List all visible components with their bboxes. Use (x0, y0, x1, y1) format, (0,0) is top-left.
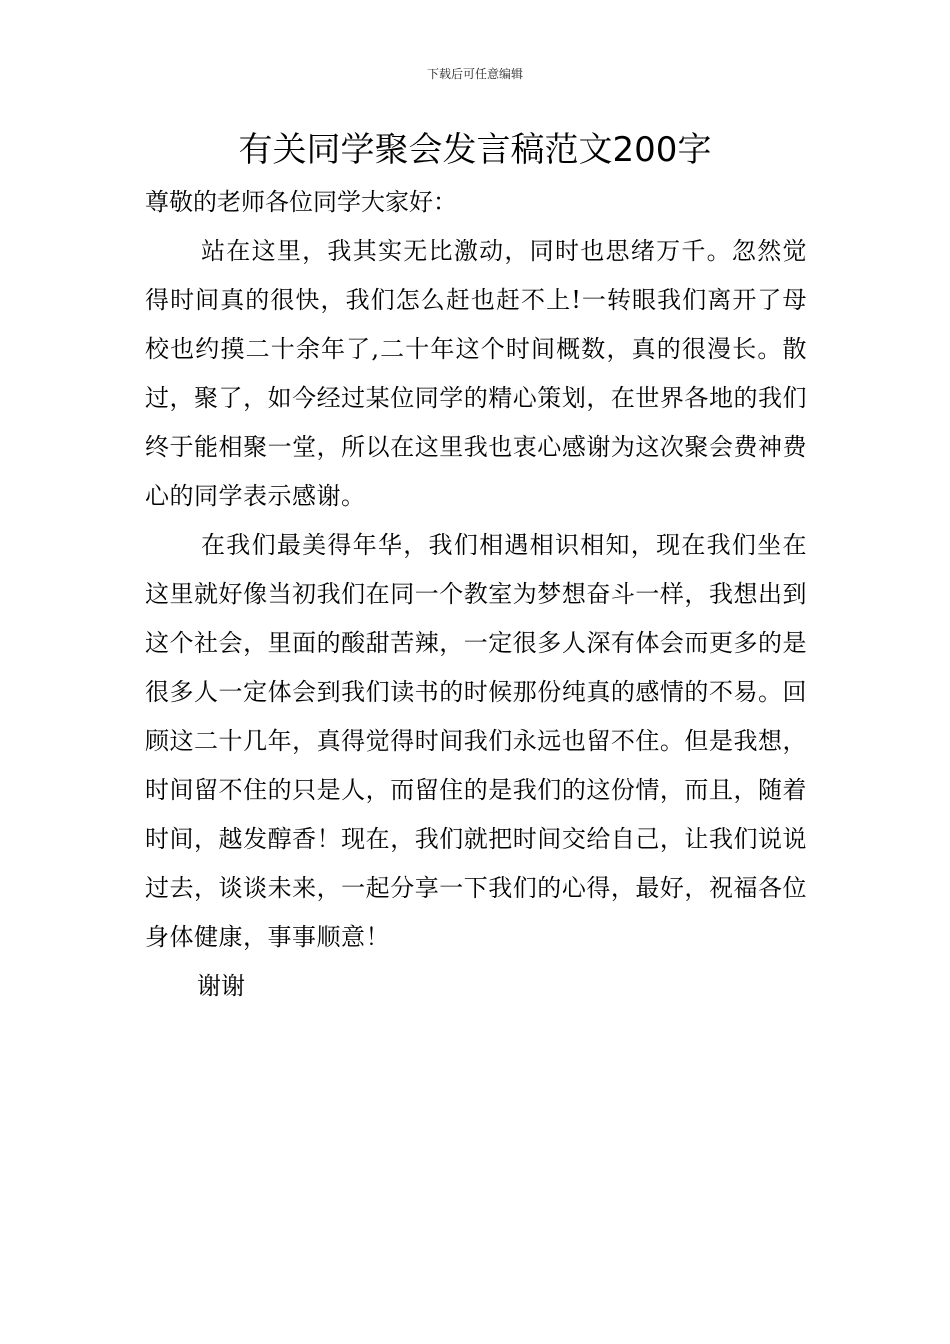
greeting-line: 尊敬的老师各位同学大家好： (145, 188, 457, 216)
document-title: 有关同学聚会发言稿范文200字 (238, 130, 712, 170)
body-paragraph: 在我们最美得年华，我们相遇相识相知，现在我们坐在这里就好像当初我们在同一个教室为梦想奋斗一样，我想出到这个社会，里面的酸甜苦辣，一定很多人深有体会而更多的是很多人一定体会到我们读书的时候那份纯真的感情的不易。回顾这二十几年，真得觉得时间我们永远也留不住。但是我想，时间留不住的只是人，而留住的是我们的这份情，而且，随着时间，越发醇香！现在，我们就把时间交给自己，让我们说说过去，谈谈未来，一起分享一下我们的心得，最好，祝福各位身体健康，事事顺意！ (145, 531, 807, 951)
document-body (145, 178, 807, 1011)
closing-line: 谢谢 (197, 972, 245, 1000)
header-note: 下载后可任意编辑 (426, 67, 523, 81)
body-paragraph: 站在这里，我其实无比激动，同时也思绪万千。忽然觉得时间真的很快，我们怎么赶也赶不上!一转眼我们离开了母校也约摸二十余年了,二十年这个时间概数，真的很漫长。散过，聚了，如今经过某位同学的精心策划，在世界各地的我们终于能相聚一堂，所以在这里我也衷心感谢为这次聚会费神费心的同学表示感谢。 (145, 237, 807, 510)
